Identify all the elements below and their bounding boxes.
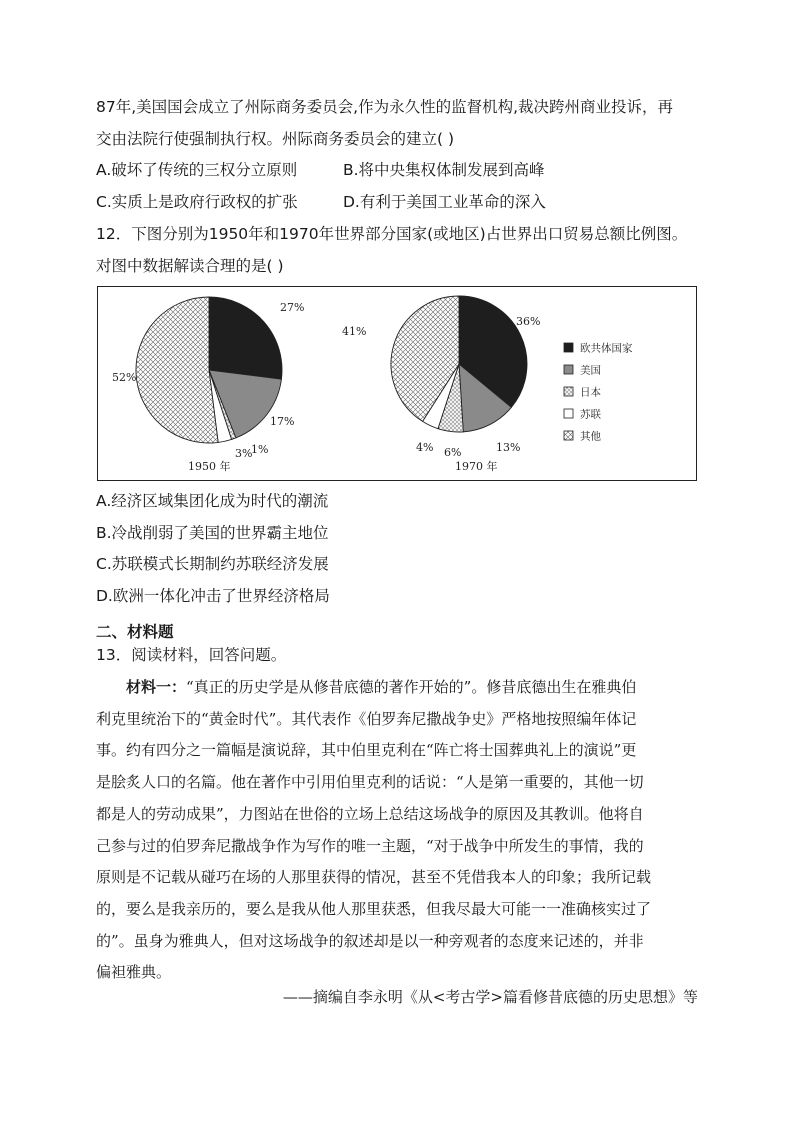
q12-option-a: A.经济区域集团化成为时代的潮流: [96, 492, 329, 510]
material-line: 偏袒雅典。: [96, 963, 172, 982]
pie-value-label: 52%: [112, 371, 137, 384]
pie-value-label: 27%: [280, 301, 305, 314]
legend-swatch: [564, 365, 573, 374]
material-line: 是脍炙人口的名篇。他在著作中引用伯里克利的话说：“人是第一重要的，其他一切: [96, 773, 644, 792]
pie-chart-svg: [98, 287, 695, 479]
pie-value-label: 13%: [496, 441, 521, 454]
material-line: 己参与过的伯罗奔尼撒战争作为写作的唯一主题，“对于战争中所发生的事情，我的: [96, 836, 644, 855]
q11-option-a: A.破坏了传统的三权分立原则: [96, 161, 298, 179]
material-line: [96, 677, 696, 697]
q12-stem-line1: 12．下图分别为1950年和1970年世界部分国家(或地区)占世界出口贸易总额比例图。: [96, 225, 688, 243]
material-line: 原则是不记载从碰巧在场的人那里获得的情况，甚至不凭借我本人的印象；我所记载: [96, 868, 652, 887]
q11-option-d: D.有利于美国工业革命的深入: [343, 193, 546, 211]
q11-stem-line1: 87年,美国国会成立了州际商务委员会,作为永久性的监督机构,裁决跨州商业投诉，再: [96, 98, 674, 116]
legend-label: 其他: [580, 430, 601, 443]
q13-stem: 13．阅读材料，回答问题。: [96, 646, 287, 664]
export-share-pie-chart: [97, 286, 697, 481]
q11-stem-line2: 交由法院行使强制执行权。州际商务委员会的建立( ): [96, 130, 455, 148]
section-heading: 二、材料题: [96, 623, 174, 641]
q11-option-b: B.将中央集权体制发展到高峰: [343, 161, 545, 179]
q12-option-b: B.冷战削弱了美国的世界霸主地位: [96, 524, 329, 542]
material-line: 事。约有四分之一篇幅是演说辞，其中伯里克利在“阵亡将士国葬典礼上的演说”更: [96, 741, 637, 760]
legend-swatch: [564, 343, 573, 352]
citation: ——摘编自李永明《从<考古学>篇看修昔底德的历史思想》等: [282, 988, 698, 1006]
material-line: 的”。虽身为雅典人，但对这场战争的叙述却是以一种旁观者的态度来记述的，并非: [96, 931, 644, 950]
legend-label: 苏联: [580, 408, 601, 421]
material-text: “真正的历史学是从修昔底德的著作开始的”。修昔底德出生在雅典伯: [186, 678, 637, 696]
q12-option-d: D.欧洲一体化冲击了世界经济格局: [96, 587, 330, 605]
pie-value-label: 4%: [416, 441, 434, 454]
legend-label: 日本: [580, 386, 601, 399]
pie-value-label: 17%: [270, 415, 295, 428]
material-line: 利克里统治下的“黄金时代”。其代表作《伯罗奔尼撒战争史》严格地按照编年体记: [96, 709, 637, 728]
pie-value-label: 36%: [516, 315, 541, 328]
material-line: 都是人的劳动成果”，力图站在世俗的立场上总结这场战争的原因及其教训。他将自: [96, 804, 644, 823]
q12-option-c: C.苏联模式长期制约苏联经济发展: [96, 555, 329, 573]
pie-value-label: 3%: [235, 447, 253, 460]
legend-label: 欧共体国家: [580, 342, 633, 355]
material-label: 材料一：: [126, 678, 187, 696]
legend-swatch: [564, 409, 573, 418]
legend-swatch: [564, 387, 573, 396]
pie-value-label: 6%: [444, 446, 462, 459]
q11-option-c: C.实质上是政府行政权的扩张: [96, 193, 298, 211]
pie-slice-1950-0: [209, 297, 282, 379]
pie-value-label: 41%: [342, 325, 367, 338]
q12-stem-line2: 对图中数据解读合理的是( ): [96, 257, 284, 275]
legend-swatch: [564, 431, 573, 440]
legend-label: 美国: [580, 364, 601, 377]
pie-value-label: 1%: [251, 443, 269, 456]
pie-slice-1950-4: [136, 297, 218, 443]
material-line: 的，要么是我亲历的，要么是我从他人那里获悉，但我尽最大可能一一准确核实过了: [96, 899, 652, 918]
pie-year-label: 1950 年: [188, 460, 231, 473]
pie-year-label: 1970 年: [455, 460, 498, 473]
